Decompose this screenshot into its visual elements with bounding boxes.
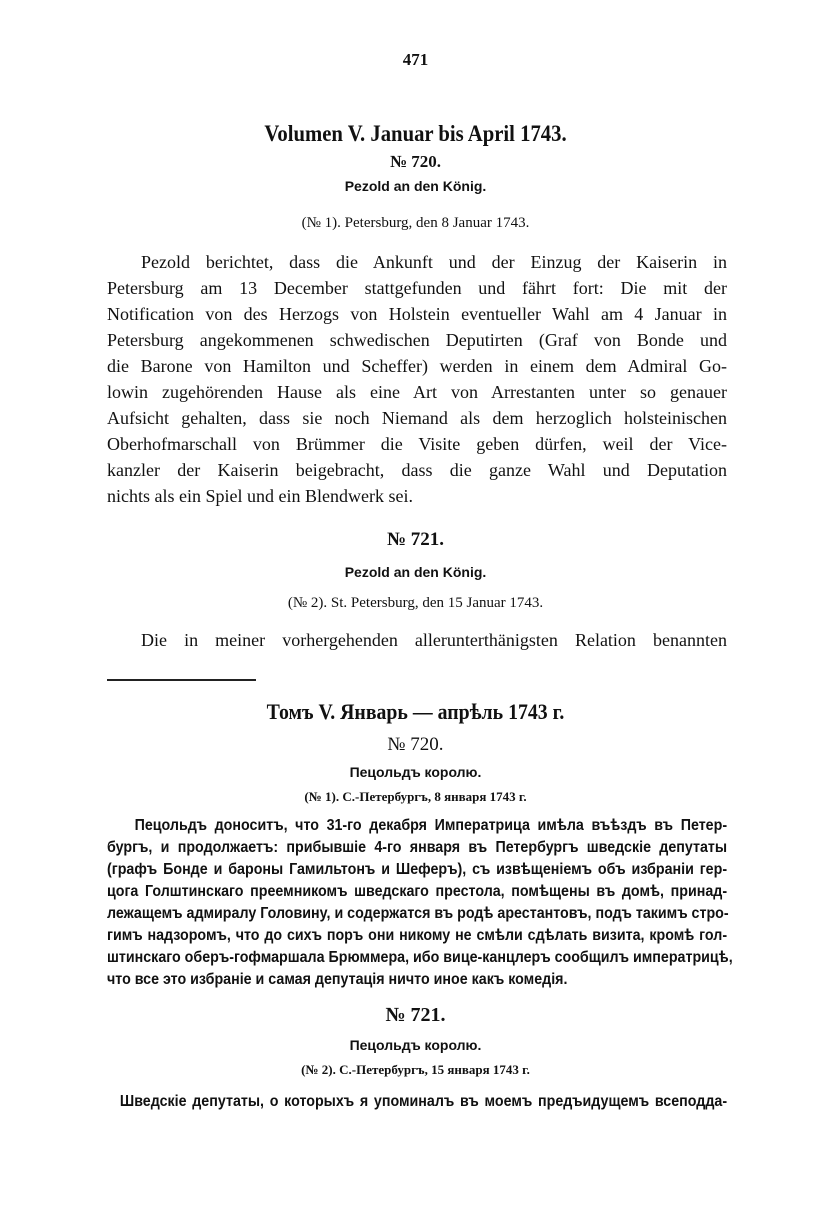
volume-title-german: Volumen V. Januar bis April 1743. — [264, 121, 567, 146]
volume-title-russian: Томъ V. Январь — апрѣль 1743 г. — [266, 699, 565, 724]
entry-number: № 721. — [385, 1004, 446, 1026]
entry-heading: Пецольдъ королю. — [349, 1037, 482, 1053]
text-line: бургъ, и продолжаетъ: прибывшіе 4-го января въ Петербургъ шведскіе депутаты — [107, 839, 728, 856]
entry-heading: Pezold an den König. — [344, 564, 487, 580]
text-line: kanzler der Kaiserin beigebracht, dass die ganze Wahl und Deputation — [107, 460, 727, 480]
text-line: Aufsicht gehalten, dass sie noch Niemand als dem herzoglich holsteinischen — [107, 408, 727, 428]
text-line: лежащемъ адмиралу Головину, и содержатся въ родѣ арестантовъ, подъ такимъ стро- — [107, 905, 729, 922]
text-line: Шведскіе депутаты, о которыхъ я упоминалъ въ моемъ предъидущемъ всеподда- — [119, 1093, 728, 1110]
entry-dateline: (№ 2). St. Petersburg, den 15 Januar 1743. — [287, 595, 544, 611]
text-line: гимъ надзоромъ, что до сихъ поръ они никому не смѣли сдѣлать визита, кромѣ гол- — [107, 927, 728, 944]
text-line: lowin zugehörenden Hause als eine Art von Arrestanten unter so genauer — [107, 382, 727, 402]
entry-dateline: (№ 1). С.-Петербургъ, 8 января 1743 г. — [304, 789, 527, 804]
text-line: Oberhofmarschall von Brümmer die Visite geben dürfen, weil der Vice- — [107, 434, 727, 454]
entry-dateline: (№ 1). Petersburg, den 8 Januar 1743. — [301, 215, 530, 231]
text-line: Пецольдъ доноситъ, что 31-го декабря Императрица имѣла въѣздъ въ Петер- — [134, 817, 728, 834]
entry-number: № 720. — [387, 734, 444, 755]
text-line: что все это избраніе и самая депутація ничто иное какъ комедія. — [107, 971, 568, 988]
text-line: (графъ Бонде и бароны Гамильтонъ и Шеферъ), съ извѣщеніемъ объ избраніи гер- — [107, 861, 728, 878]
text-line: Die in meiner vorhergehenden allerunterthänigsten Relation benannten — [141, 630, 727, 650]
entry-heading: Пецольдъ королю. — [349, 764, 482, 780]
text-line: die Barone von Hamilton und Scheffer) werden in einem dem Admiral Go- — [107, 356, 727, 376]
entry-number: № 720. — [389, 152, 442, 171]
text-line: Notification von des Herzogs von Holstein eventueller Wahl am 4 Januar in — [107, 304, 727, 324]
text-line: Petersburg am 13 December stattgefunden und fährt fort: Die mit der — [107, 278, 727, 298]
entry-dateline: (№ 2). С.-Петербургъ, 15 января 1743 г. — [301, 1062, 530, 1077]
text-line: Pezold berichtet, dass die Ankunft und der Einzug der Kaiserin in — [141, 252, 727, 272]
page-number: 471 — [402, 50, 429, 69]
entry-number: № 721. — [386, 529, 445, 550]
text-line: цога Голштинскаго преемникомъ шведскаго престола, помѣщены въ домѣ, принад- — [107, 883, 728, 900]
text-line: штинскаго оберъ-гофмаршала Брюммера, ибо вице-канцлеръ сообщилъ императрицѣ, — [107, 949, 733, 966]
text-line: nichts als ein Spiel und ein Blendwerk sei. — [107, 486, 413, 506]
entry-heading: Pezold an den König. — [344, 178, 487, 194]
section-divider — [107, 679, 256, 681]
text-line: Petersburg angekommenen schwedischen Deputirten (Graf von Bonde und — [107, 330, 727, 350]
